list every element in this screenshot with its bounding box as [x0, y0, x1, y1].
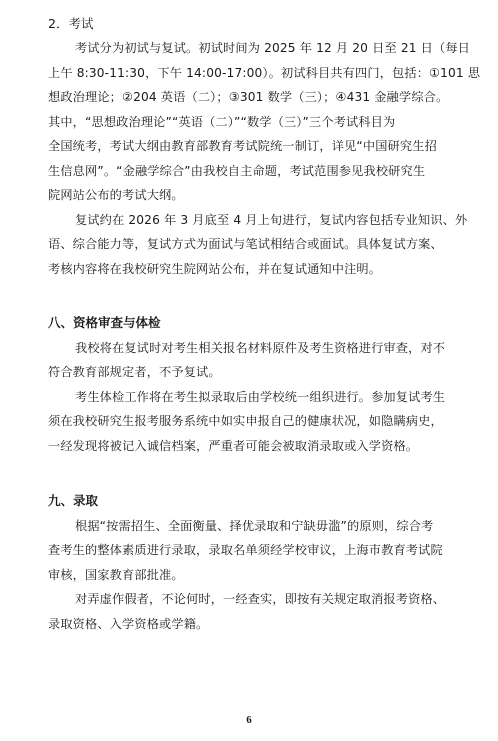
section-2-line-10: 考核内容将在我校研究生院网站公布，并在复试通知中注明。: [48, 262, 382, 276]
section-8-line-5: 一经发现将被记入诚信档案，严重者可能会被取消录取或入学资格。: [48, 439, 419, 453]
page-number: 6: [246, 714, 252, 726]
section-8-line-4: 须在我校研究生报考服务系统中如实申报自己的健康状况，如隐瞒病史，: [48, 414, 443, 428]
section-8-line-1: 我校将在复试时对考生相关报名材料原件及考生资格进行审查，对不: [75, 341, 446, 355]
section-9-line-3: 审核，国家教育部批准。: [48, 568, 184, 582]
section-9-line-1: 根据“按需招生、全面衡量、择优录取和宁缺毋滥”的原则，综合考: [75, 519, 434, 533]
section-8-line-3: 考生体检工作将在考生拟录取后由学校统一组织进行。参加复试考生: [75, 390, 446, 404]
section-2-line-9: 语、综合能力等，复试方式为面试与笔试相结合或面试。具体复试方案、: [48, 237, 443, 251]
section-2-line-3: 想政治理论；②204 英语（二）；③301 数学（三）；④431 金融学综合。: [48, 90, 449, 104]
section-2-line-7: 院网站公布的考试大纲。: [48, 188, 184, 202]
section-2-line-8: 复试约在 2026 年 3 月底至 4 月上旬进行，复试内容包括专业知识、外: [75, 213, 468, 227]
section-9-title: 九、录取: [48, 493, 99, 508]
section-8-title: 八、资格审查与体检: [48, 315, 161, 330]
section-8-line-2: 符合教育部规定者，不予复试。: [48, 365, 221, 379]
section-9-line-2: 查考生的整体素质进行录取，录取名单须经学校审议，上海市教育考试院: [48, 543, 443, 557]
section-9-line-4: 对弄虚作假者，不论何时，一经查实，即按有关规定取消报考资格、: [75, 592, 446, 606]
section-2-line-2: 上午 8:30-11:30，下午 14:00-17:00）。初试科目共有四门，包括：①101 思: [48, 66, 481, 80]
section-9-line-5: 录取资格、入学资格或学籍。: [48, 617, 209, 631]
section-2-line-4: 其中，“思想政治理论”“英语（二）”“数学（三）”三个考试科目为: [48, 115, 396, 129]
section-2-line-1: 考试分为初试与复试。初试时间为 2025 年 12 月 20 日至 21 日（每日: [75, 41, 470, 55]
section-2-line-6: 生信息网”。“金融学综合”由我校自主命题，考试范围参见我校研究生: [48, 164, 426, 178]
section-2-title: 2．考试: [48, 16, 94, 31]
section-2-line-5: 全国统考，考试大纲由教育部教育考试院统一制订，详见“中国研究生招: [48, 139, 437, 153]
